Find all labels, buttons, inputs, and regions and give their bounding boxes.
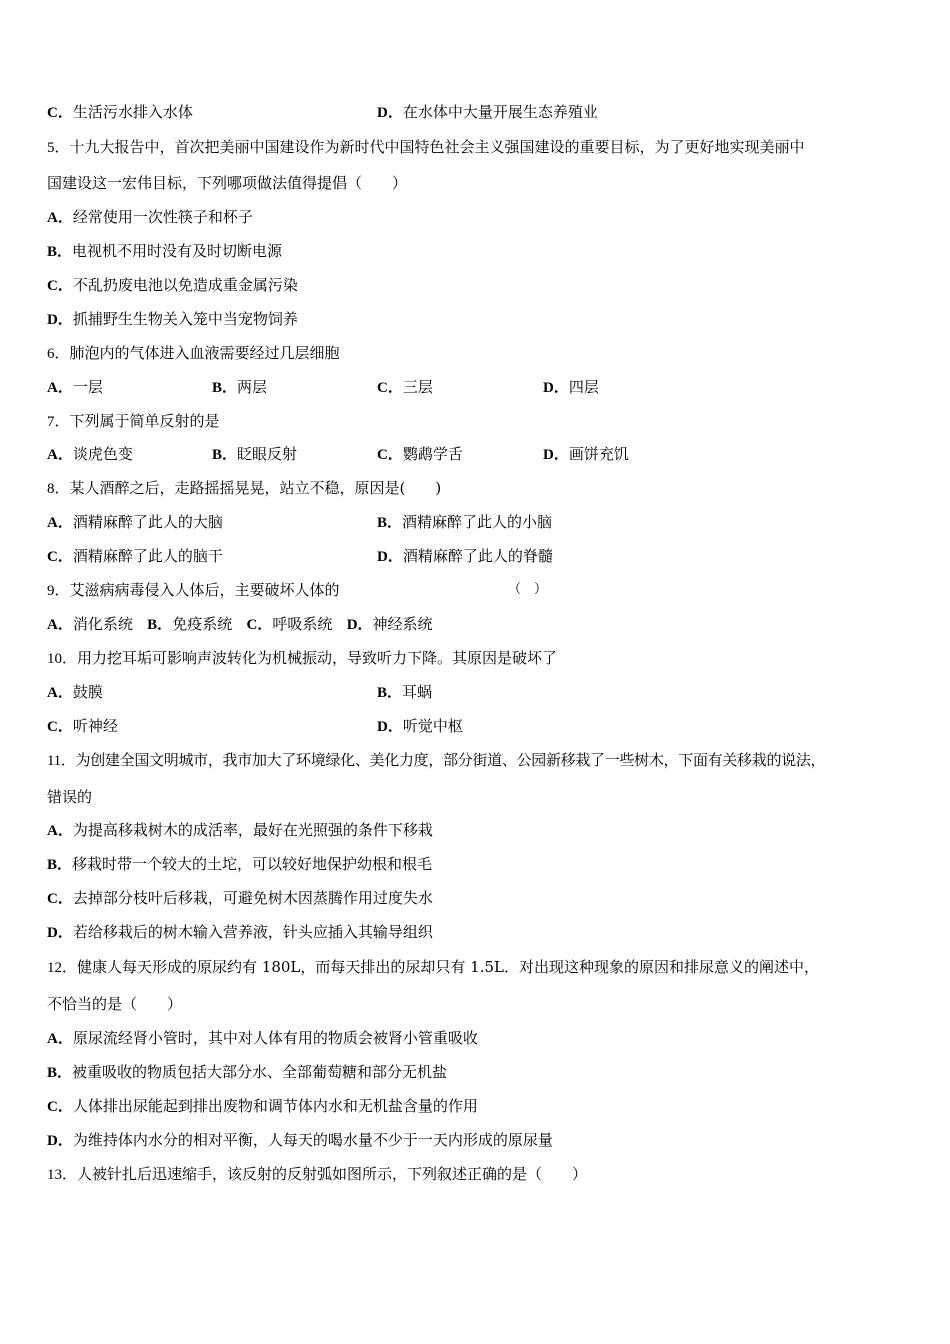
option-text: 被重吸收的物质包括大部分水、全部葡萄糖和部分无机盐 — [72, 1063, 448, 1081]
question-stem: 某人酒醉之后，走路摇摇晃晃，站立不稳，原因是( ) — [69, 479, 442, 497]
option-label: C． — [246, 617, 273, 633]
q9-options — [47, 614, 433, 635]
option-text: 经常使用一次性筷子和杯子 — [72, 208, 253, 226]
q6-option-b — [212, 377, 267, 398]
q7-option-d — [543, 444, 629, 465]
question-stem: 健康人每天形成的原尿约有 180L，而每天排出的尿却只有 1.5L．对出现这种现象的原因和排尿意义的阐述中， — [77, 958, 819, 976]
question-number: 9． — [47, 583, 70, 599]
question-number: 8． — [47, 481, 70, 497]
q7-option-a — [47, 444, 133, 465]
option-label: C． — [377, 447, 403, 463]
q7-option-b — [212, 444, 297, 465]
option-text: 在水体中大量开展生态养殖业 — [402, 103, 598, 121]
option-label: C． — [47, 1099, 73, 1115]
option-text: 不乱扔废电池以免造成重金属污染 — [72, 276, 298, 294]
q6-option-c — [377, 377, 433, 398]
option-label: C． — [47, 278, 73, 294]
option-text: 酒精麻醉了此人的脊髓 — [402, 547, 553, 565]
question-stem: 下列属于简单反射的是 — [69, 412, 220, 430]
q11-option-b — [47, 854, 432, 875]
option-label: C． — [47, 719, 73, 735]
question-stem: 为创建全国文明城市，我市加大了环境绿化、美化力度，部分街道、公园新移栽了一些树木，下面有关移栽的说法， — [75, 751, 826, 769]
option-label: C． — [47, 891, 73, 907]
option-text: 四层 — [568, 378, 599, 396]
q8-stem — [47, 478, 441, 499]
question-number: 12． — [47, 960, 78, 976]
option-text: 听觉中枢 — [402, 717, 463, 735]
option-label: B． — [212, 447, 238, 463]
question-number: 7． — [47, 414, 70, 430]
option-text: 鹦鹉学舌 — [402, 445, 463, 463]
q11-stem-line1 — [47, 750, 825, 771]
option-text: 眨眼反射 — [237, 445, 298, 463]
option-label: B． — [377, 515, 403, 531]
q8-option-a — [47, 512, 223, 533]
option-label: A． — [47, 515, 73, 531]
question-stem: 用力挖耳垢可影响声波转化为机械振动，导致听力下降。其原因是破坏了 — [77, 649, 558, 667]
q4-option-d — [377, 102, 598, 123]
q13-stem — [47, 1164, 587, 1185]
option-text: 电视机不用时没有及时切断电源 — [72, 242, 283, 260]
option-text: 抓捕野生生物关入笼中当宠物饲养 — [72, 310, 298, 328]
q5-stem-line1 — [47, 137, 805, 158]
q6-option-d — [543, 377, 599, 398]
q9-stem — [47, 580, 340, 601]
q12-option-a — [47, 1028, 478, 1049]
q10-option-c — [47, 716, 118, 737]
q9-answer-paren: （ ） — [508, 582, 548, 597]
q6-option-a — [47, 377, 103, 398]
option-label: A． — [47, 447, 73, 463]
q12-option-d — [47, 1130, 553, 1151]
q11-option-c — [47, 888, 433, 909]
option-label: B． — [147, 617, 173, 633]
q12-stem-line2: 不恰当的是（ ） — [47, 995, 183, 1013]
question-stem: 人被针扎后迅速缩手，该反射的反射弧如图所示，下列叙述正确的是（ ） — [77, 1165, 588, 1183]
option-text: 生活污水排入水体 — [72, 103, 193, 121]
q11-option-a — [47, 820, 433, 841]
option-text: 若给移栽后的树木输入营养液，针头应插入其输导组织 — [72, 923, 433, 941]
question-number: 11． — [47, 753, 76, 769]
option-label: A． — [47, 617, 73, 633]
question-stem: 十九大报告中，首次把美丽中国建设作为新时代中国特色社会主义强国建设的重要目标，为了更好地实现美丽中 — [69, 138, 805, 156]
option-label: B． — [47, 857, 73, 873]
q10-option-b — [377, 682, 432, 703]
option-text: 画饼充饥 — [568, 445, 629, 463]
option-text: 耳蜗 — [402, 683, 433, 701]
q6-stem — [47, 343, 340, 364]
option-label: A． — [47, 685, 73, 701]
q4-option-c — [47, 102, 193, 123]
q8-option-c — [47, 546, 223, 567]
option-text: 人体排出尿能起到排出废物和调节体内水和无机盐含量的作用 — [72, 1097, 478, 1115]
q11-option-d — [47, 922, 433, 943]
option-text: 听神经 — [72, 717, 118, 735]
option-label: B． — [377, 685, 403, 701]
option-text: 酒精麻醉了此人的大脑 — [72, 513, 223, 531]
option-text: 移栽时带一个较大的土坨，可以较好地保护幼根和根毛 — [72, 855, 433, 873]
option-text: 原尿流经肾小管时，其中对人体有用的物质会被肾小管重吸收 — [72, 1029, 478, 1047]
question-number: 13． — [47, 1167, 78, 1183]
q10-stem — [47, 648, 557, 669]
option-label: C． — [47, 549, 73, 565]
question-number: 10． — [47, 651, 78, 667]
option-text: 三层 — [402, 378, 433, 396]
option-label: D． — [47, 925, 73, 941]
option-text: 鼓膜 — [72, 683, 103, 701]
q12-option-b — [47, 1062, 447, 1083]
option-text: 酒精麻醉了此人的脑干 — [72, 547, 223, 565]
option-label: C． — [47, 105, 73, 121]
option-label: A． — [47, 1031, 73, 1047]
option-label: A． — [47, 380, 73, 396]
option-label: D． — [377, 549, 403, 565]
question-stem: 肺泡内的气体进入血液需要经过几层细胞 — [69, 344, 340, 362]
option-text: 免疫系统 — [172, 615, 233, 633]
q12-option-c — [47, 1096, 478, 1117]
q10-option-a — [47, 682, 103, 703]
option-text: 一层 — [72, 378, 103, 396]
q11-stem-line2: 错误的 — [47, 788, 93, 806]
option-text: 去掉部分枝叶后移栽，可避免树木因蒸腾作用过度失水 — [72, 889, 433, 907]
option-label: D． — [47, 1133, 73, 1149]
option-text: 两层 — [237, 378, 268, 396]
q5-option-c — [47, 275, 298, 296]
q5-stem-line2: 国建设这一宏伟目标，下列哪项做法值得提倡（ ） — [47, 174, 408, 192]
q10-option-d — [377, 716, 463, 737]
option-text: 呼吸系统 — [272, 615, 333, 633]
option-label: D． — [377, 719, 403, 735]
option-text: 为提高移栽树木的成活率，最好在光照强的条件下移栽 — [72, 821, 433, 839]
option-label: D． — [47, 312, 73, 328]
option-text: 消化系统 — [72, 615, 133, 633]
q7-option-c — [377, 444, 463, 465]
q5-option-d — [47, 309, 298, 330]
q5-option-b — [47, 241, 282, 262]
option-text: 神经系统 — [372, 615, 433, 633]
q8-option-b — [377, 512, 552, 533]
question-stem: 艾滋病病毒侵入人体后，主要破坏人体的 — [69, 581, 340, 599]
question-number: 5． — [47, 140, 70, 156]
option-label: D． — [377, 105, 403, 121]
q12-stem-line1 — [47, 957, 819, 978]
option-label: D． — [543, 380, 569, 396]
q8-option-d — [377, 546, 553, 567]
option-label: B． — [212, 380, 238, 396]
option-label: A． — [47, 823, 73, 839]
option-text: 酒精麻醉了此人的小脑 — [402, 513, 553, 531]
q7-stem — [47, 411, 220, 432]
option-label: B． — [47, 244, 73, 260]
option-label: D． — [346, 617, 373, 633]
option-text: 为维持体内水分的相对平衡，人每天的喝水量不少于一天内形成的原尿量 — [72, 1131, 553, 1149]
option-label: D． — [543, 447, 569, 463]
option-label: B． — [47, 1065, 73, 1081]
question-number: 6． — [47, 346, 70, 362]
option-text: 谈虎色变 — [72, 445, 133, 463]
option-label: C． — [377, 380, 403, 396]
q5-option-a — [47, 207, 253, 228]
option-label: A． — [47, 210, 73, 226]
